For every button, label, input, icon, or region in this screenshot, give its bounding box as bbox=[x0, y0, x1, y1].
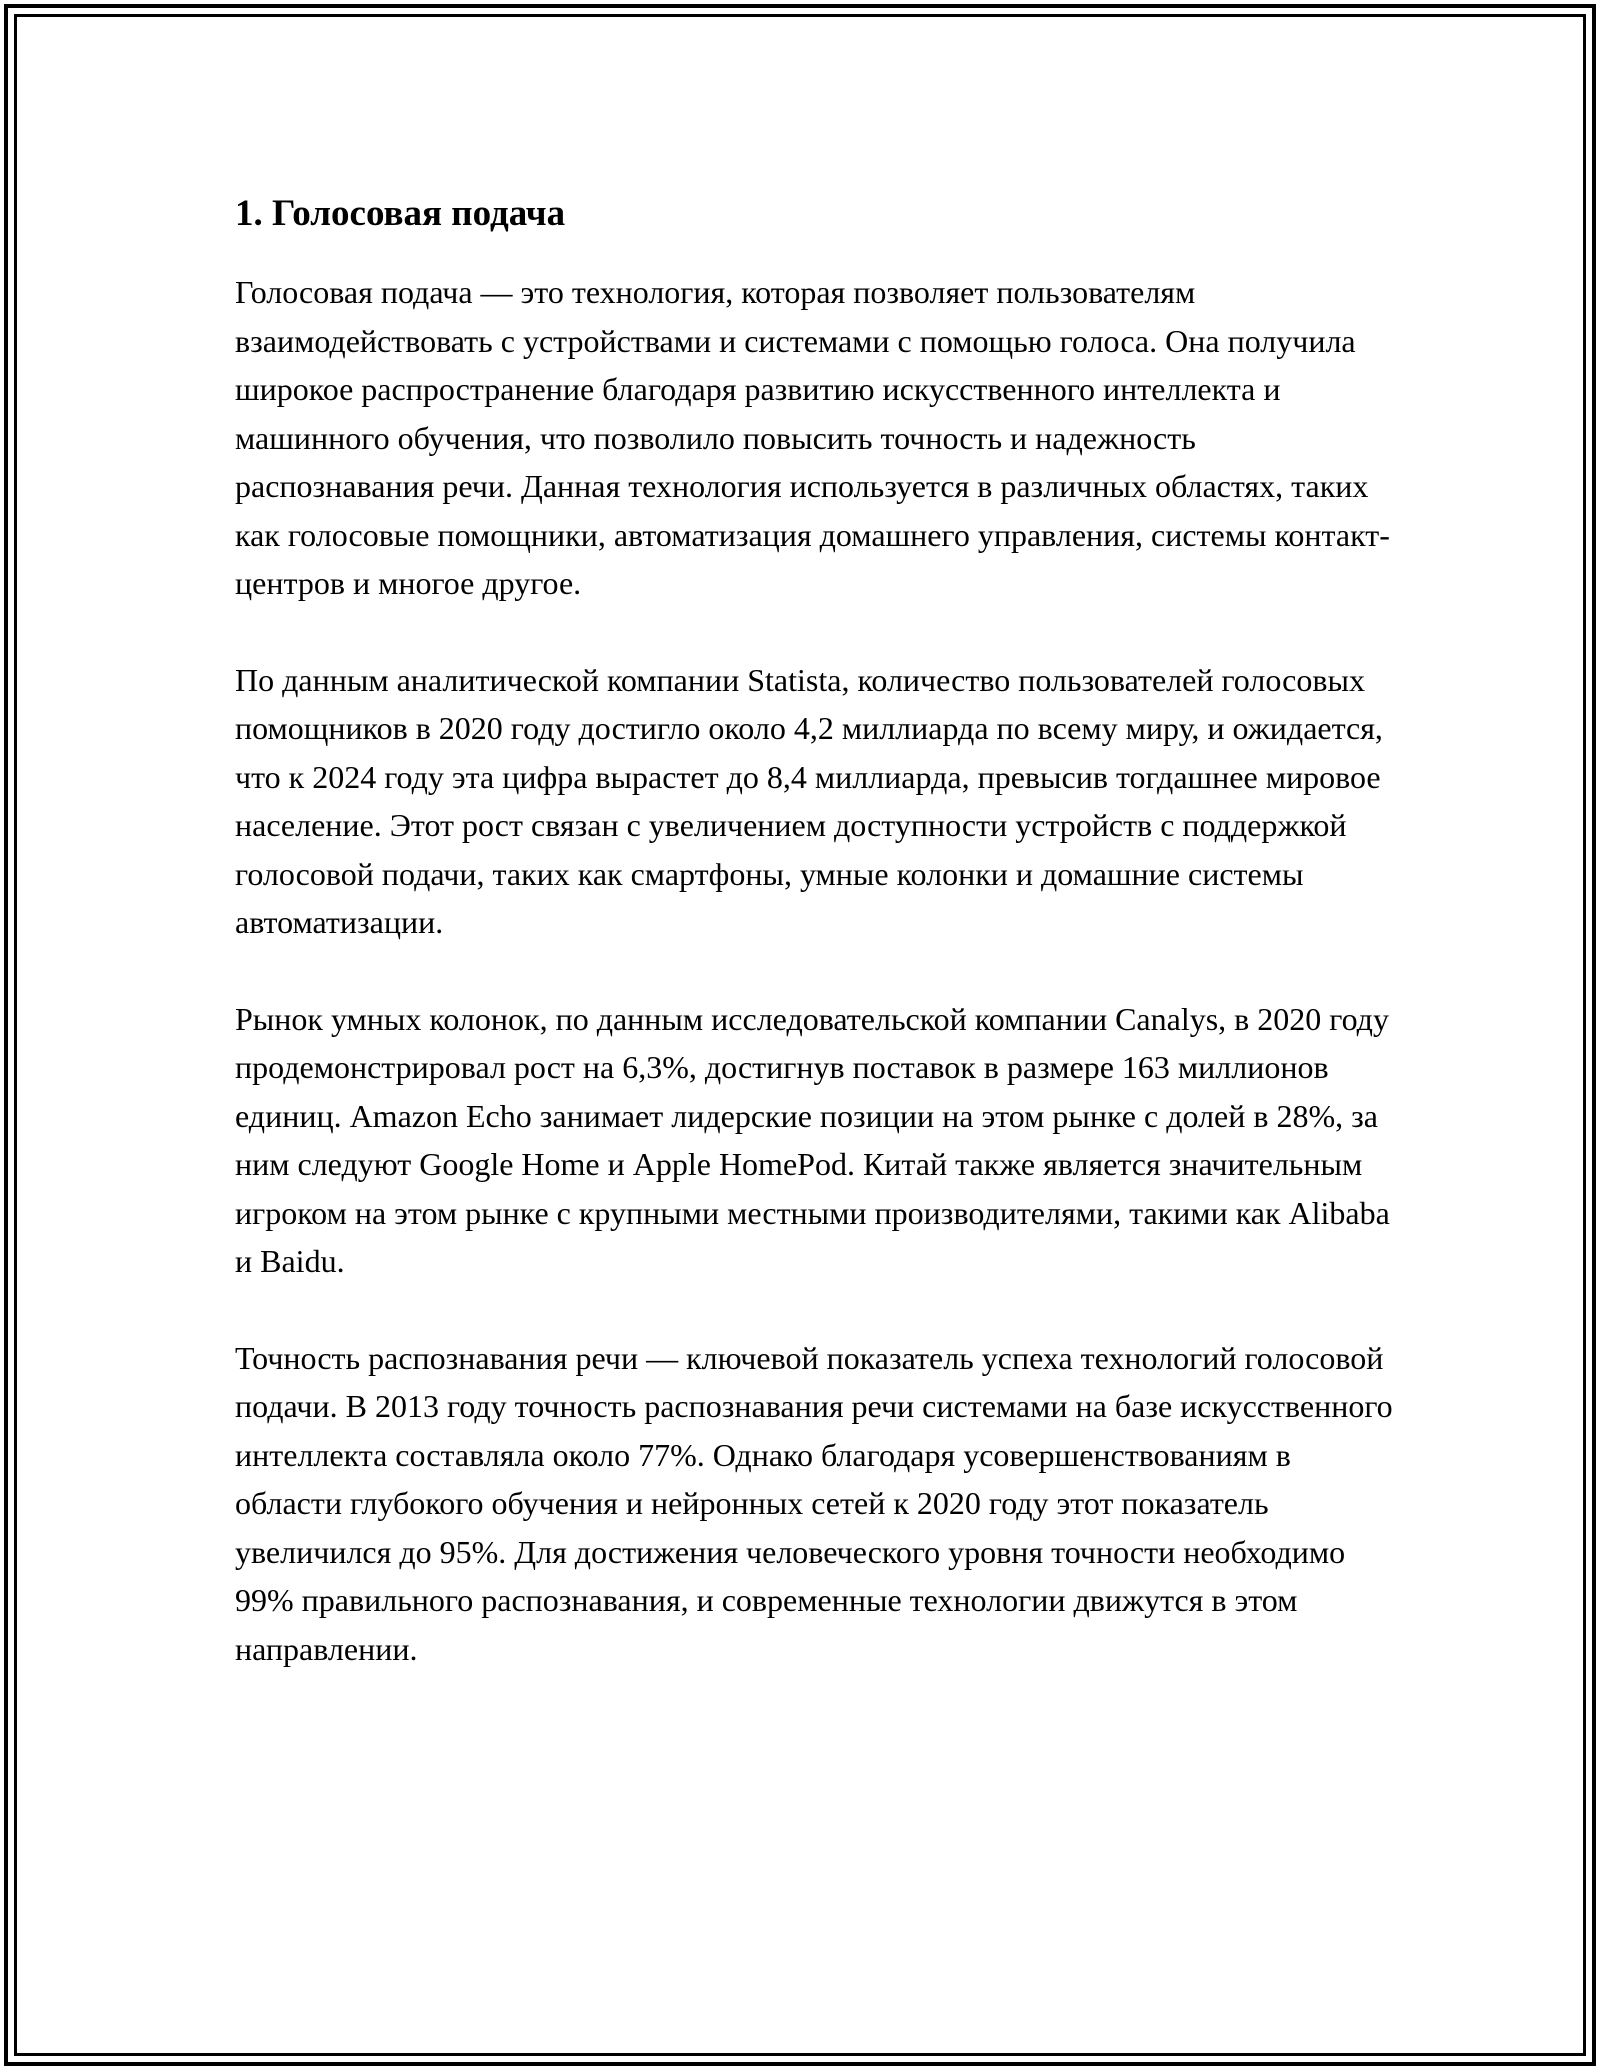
paragraph-smart-speakers-market: Рынок умных колонок, по данным исследовательской компании Canalys, в 2020 году продемонстрировал рост на 6,3%, достигнув поставок в размере 163 миллионов единиц. Amazon Echo занимает лидерские позиции на этом рынке с долей в 28%, за ним следуют Google Home и Apple HomePod. Китай также является значительным игроком на этом рынке с крупными местными производителями, такими как Alibaba и Baidu. bbox=[235, 1000, 1390, 1279]
paragraph-recognition-accuracy: Точность распознавания речи — ключевой показатель успеха технологий голосовой подачи. В 2013 году точность распознавания речи системами на базе искусственного интеллекта составляла около 77%. Однако благодаря усовершенствованиям в области глубокого обучения и нейронных сетей к 2020 году этот показатель увеличился до 95%. Для достижения человеческого уровня точности необходимо 99% правильного распознавания, и современные технологии движутся в этом направлении. bbox=[235, 1339, 1393, 1667]
section-heading: 1. Голосовая подача bbox=[235, 193, 566, 234]
paragraph-intro: Голосовая подача — это технология, которая позволяет пользователям взаимодействовать с устройствами и системами с помощью голоса. Она получила широкое распространение благодаря развитию искусственного интеллекта и машинного обучения, что позволило повысить точность и надежность распознавания речи. Данная технология используется в различных областях, таких как голосовые помощники, автоматизация домашнего управления, системы контакт-центров и многое другое. bbox=[235, 274, 1390, 601]
paragraph-users-statistics: По данным аналитической компании Statista, количество пользователей голосовых помощников в 2020 году достигло около 4,2 миллиарда по всему миру, и ожидается, что к 2024 году эта цифра вырастет до 8,4 миллиарда, превысив тогдашнее мировое население. Этот рост связан с увеличением доступности устройств с поддержкой голосовой подачи, таких как смартфоны, умные колонки и домашние системы автоматизации. bbox=[235, 661, 1383, 940]
document-body bbox=[235, 185, 1395, 1721]
